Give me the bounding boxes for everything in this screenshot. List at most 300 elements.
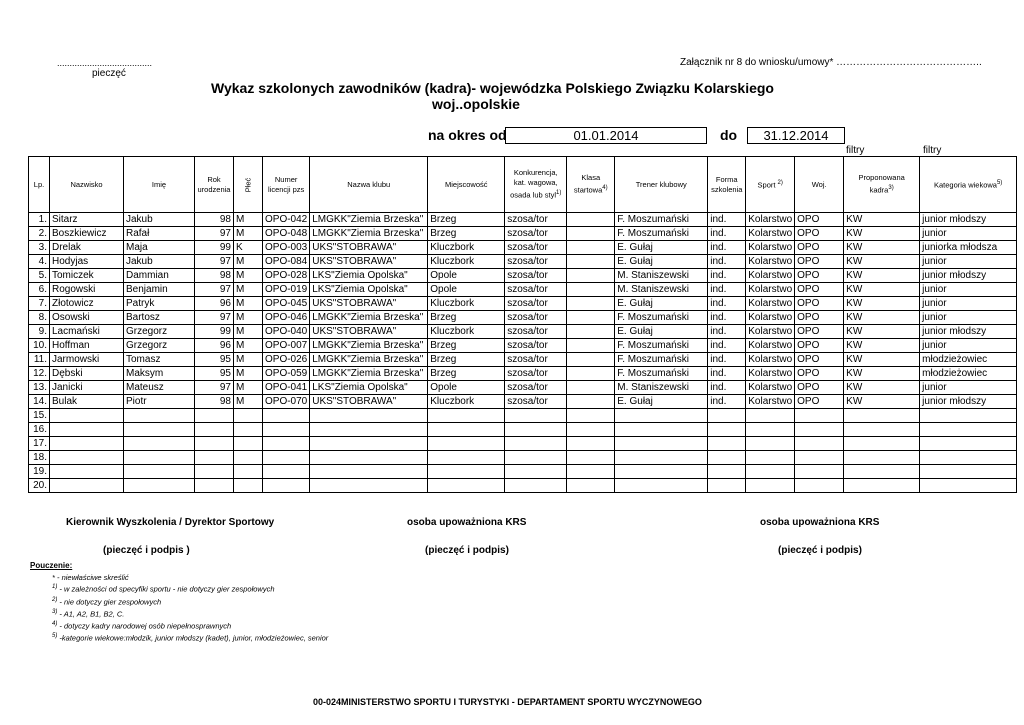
cell-trener <box>615 465 708 479</box>
cell-klub: UKS"STOBRAWA" <box>310 297 428 311</box>
cell-konkurencja: szosa/tor <box>505 353 567 367</box>
cell-miejscowosc: Brzeg <box>428 367 505 381</box>
cell-nazwisko: Hoffman <box>50 339 124 353</box>
col-klasa <box>567 157 615 213</box>
cell-trener: F. Moszumański <box>615 311 708 325</box>
cell-lp: 5. <box>29 269 50 283</box>
stamp-label: pieczęć <box>92 68 126 79</box>
cell-plec: M <box>234 297 263 311</box>
note-2 <box>52 597 161 607</box>
cell-lp: 14. <box>29 395 50 409</box>
note-1-text: - w zależności od specyfiki sportu - nie dotyczy gier zespołowych <box>57 584 275 594</box>
cell-klub: UKS"STOBRAWA" <box>310 255 428 269</box>
cell-imie: Jakub <box>124 255 195 269</box>
cell-woj: OPO <box>795 353 844 367</box>
cell-klub <box>310 423 428 437</box>
cell-trener: E. Gułaj <box>615 255 708 269</box>
cell-miejscowosc: Kluczbork <box>428 255 505 269</box>
cell-klub: LMGKK"Ziemia Brzeska" <box>310 367 428 381</box>
cell-kategoria: junior <box>920 339 1017 353</box>
cell-sport: Kolarstwo <box>746 395 795 409</box>
cell-woj: OPO <box>795 227 844 241</box>
cell-lp: 9. <box>29 325 50 339</box>
cell-klasa <box>567 283 615 297</box>
note-3-text: - A1, A2, B1, B2, C. <box>57 609 125 619</box>
cell-klub: UKS"STOBRAWA" <box>310 325 428 339</box>
cell-kadra: KW <box>844 381 920 395</box>
cell-nazwisko: Złotowicz <box>50 297 124 311</box>
cell-numer: OPO-026 <box>263 353 310 367</box>
cell-klub: LMGKK"Ziemia Brzeska" <box>310 213 428 227</box>
cell-plec: M <box>234 353 263 367</box>
col-plec-label: Płeć <box>243 177 252 192</box>
cell-miejscowosc: Opole <box>428 381 505 395</box>
cell-sport <box>746 479 795 493</box>
to-label: do <box>720 127 738 143</box>
cell-klub: LMGKK"Ziemia Brzeska" <box>310 227 428 241</box>
col-sport-label: Sport <box>757 180 776 190</box>
cell-miejscowosc: Kluczbork <box>428 297 505 311</box>
cell-kadra <box>844 409 920 423</box>
cell-forma: ind. <box>708 395 746 409</box>
cell-nazwisko: Jarmowski <box>50 353 124 367</box>
col-klasa-sup: 4) <box>602 185 608 192</box>
footer-ministry: 00-024MINISTERSTWO SPORTU I TURYSTYKI - DEPARTAMENT SPORTU WYCZYNOWEGO <box>313 697 702 707</box>
filter-label-1: filtry <box>846 145 865 156</box>
cell-woj <box>795 437 844 451</box>
cell-trener: M. Staniszewski <box>615 381 708 395</box>
cell-kategoria: junior <box>920 297 1017 311</box>
cell-kategoria <box>920 479 1017 493</box>
cell-lp: 20. <box>29 479 50 493</box>
cell-trener <box>615 409 708 423</box>
cell-sport: Kolarstwo <box>746 297 795 311</box>
cell-forma: ind. <box>708 367 746 381</box>
cell-rok: 97 <box>195 255 234 269</box>
cell-sport: Kolarstwo <box>746 353 795 367</box>
cell-klasa <box>567 325 615 339</box>
col-miejscowosc: Miejscowość <box>428 157 505 213</box>
cell-forma: ind. <box>708 353 746 367</box>
col-kadra-label: Proponowana kadra <box>858 173 905 195</box>
cell-plec <box>234 423 263 437</box>
cell-woj: OPO <box>795 297 844 311</box>
cell-imie: Tomasz <box>124 353 195 367</box>
col-trener: Trener klubowy <box>615 157 708 213</box>
cell-kadra <box>844 423 920 437</box>
cell-miejscowosc <box>428 465 505 479</box>
cell-sport: Kolarstwo <box>746 339 795 353</box>
cell-trener <box>615 437 708 451</box>
cell-sport: Kolarstwo <box>746 311 795 325</box>
cell-woj: OPO <box>795 325 844 339</box>
cell-kategoria: junior <box>920 255 1017 269</box>
table-row <box>29 409 1017 423</box>
col-konkurencja-sup: 1) <box>556 190 562 197</box>
cell-numer: OPO-046 <box>263 311 310 325</box>
table-row <box>29 367 1017 381</box>
cell-forma: ind. <box>708 269 746 283</box>
cell-lp: 11. <box>29 353 50 367</box>
cell-nazwisko <box>50 409 124 423</box>
cell-rok: 98 <box>195 395 234 409</box>
cell-klasa <box>567 227 615 241</box>
cell-sport: Kolarstwo <box>746 283 795 297</box>
cell-trener: M. Staniszewski <box>615 269 708 283</box>
cell-konkurencja <box>505 479 567 493</box>
page-title: Wykaz szkolonych zawodników (kadra)- wojewódzka Polskiego Związku Kolarskiego <box>211 80 774 96</box>
cell-kadra <box>844 465 920 479</box>
cell-imie <box>124 437 195 451</box>
cell-rok: 97 <box>195 227 234 241</box>
cell-lp: 15. <box>29 409 50 423</box>
cell-klasa <box>567 381 615 395</box>
cell-klasa <box>567 353 615 367</box>
cell-forma <box>708 409 746 423</box>
cell-lp: 6. <box>29 283 50 297</box>
cell-konkurencja <box>505 409 567 423</box>
cell-konkurencja <box>505 465 567 479</box>
cell-woj: OPO <box>795 241 844 255</box>
cell-kadra: KW <box>844 325 920 339</box>
cell-nazwisko: Sitarz <box>50 213 124 227</box>
cell-trener <box>615 423 708 437</box>
col-klasa-label: Klasa startowa <box>573 173 603 195</box>
cell-numer: OPO-003 <box>263 241 310 255</box>
cell-konkurencja: szosa/tor <box>505 227 567 241</box>
cell-klub <box>310 465 428 479</box>
col-forma: Forma szkolenia <box>708 157 746 213</box>
cell-sport <box>746 423 795 437</box>
cell-kategoria: juniorka młodsza <box>920 241 1017 255</box>
cell-kategoria: junior <box>920 311 1017 325</box>
cell-plec: M <box>234 283 263 297</box>
cell-lp: 2. <box>29 227 50 241</box>
cell-klasa <box>567 297 615 311</box>
cell-konkurencja: szosa/tor <box>505 297 567 311</box>
cell-numer: OPO-041 <box>263 381 310 395</box>
note-1-sup: 1) <box>52 584 58 590</box>
col-kategoria <box>920 157 1017 213</box>
cell-sport: Kolarstwo <box>746 325 795 339</box>
date-to-field[interactable]: 31.12.2014 <box>747 127 845 144</box>
table-row <box>29 381 1017 395</box>
cell-klasa <box>567 269 615 283</box>
col-kadra-sup: 3) <box>888 185 894 192</box>
cell-woj: OPO <box>795 311 844 325</box>
cell-rok: 95 <box>195 353 234 367</box>
cell-klasa <box>567 311 615 325</box>
col-kategoria-sup: 5) <box>996 180 1003 187</box>
cell-miejscowosc: Opole <box>428 283 505 297</box>
note-4-sup: 4) <box>52 621 58 627</box>
cell-klasa <box>567 255 615 269</box>
cell-plec <box>234 465 263 479</box>
table-row <box>29 255 1017 269</box>
cell-forma: ind. <box>708 297 746 311</box>
cell-konkurencja: szosa/tor <box>505 255 567 269</box>
col-nazwisko: Nazwisko <box>50 157 124 213</box>
cell-miejscowosc <box>428 409 505 423</box>
cell-kategoria: junior młodszy <box>920 395 1017 409</box>
cell-nazwisko: Drelak <box>50 241 124 255</box>
cell-kadra: KW <box>844 255 920 269</box>
cell-plec: M <box>234 213 263 227</box>
cell-imie: Jakub <box>124 213 195 227</box>
cell-trener: E. Gułaj <box>615 241 708 255</box>
cell-woj: OPO <box>795 213 844 227</box>
table-row <box>29 465 1017 479</box>
cell-rok: 97 <box>195 311 234 325</box>
cell-woj: OPO <box>795 367 844 381</box>
cell-kategoria <box>920 437 1017 451</box>
cell-konkurencja: szosa/tor <box>505 213 567 227</box>
cell-forma: ind. <box>708 241 746 255</box>
cell-forma: ind. <box>708 255 746 269</box>
cell-klasa <box>567 409 615 423</box>
cell-rok: 98 <box>195 269 234 283</box>
cell-sport: Kolarstwo <box>746 227 795 241</box>
cell-trener: F. Moszumański <box>615 367 708 381</box>
cell-woj <box>795 409 844 423</box>
cell-konkurencja: szosa/tor <box>505 241 567 255</box>
cell-konkurencja: szosa/tor <box>505 381 567 395</box>
note-4 <box>52 621 231 631</box>
cell-lp: 8. <box>29 311 50 325</box>
cell-klasa <box>567 437 615 451</box>
cell-konkurencja: szosa/tor <box>505 269 567 283</box>
cell-sport: Kolarstwo <box>746 381 795 395</box>
note-4-text: - dotyczy kadry narodowej osób niepełnosprawnych <box>57 621 232 631</box>
cell-forma <box>708 479 746 493</box>
cell-lp: 7. <box>29 297 50 311</box>
cell-sport: Kolarstwo <box>746 213 795 227</box>
cell-plec <box>234 479 263 493</box>
cell-miejscowosc: Brzeg <box>428 353 505 367</box>
cell-lp: 16. <box>29 423 50 437</box>
cell-numer: OPO-048 <box>263 227 310 241</box>
cell-lp: 13. <box>29 381 50 395</box>
table-row <box>29 479 1017 493</box>
cell-forma: ind. <box>708 381 746 395</box>
cell-imie: Rafał <box>124 227 195 241</box>
note-5-text: -kategorie wiekowe:młodzik, junior młodszy (kadet), junior, młodzieżowiec, senior <box>57 633 329 643</box>
signature-mid-sub: (pieczęć i podpis) <box>425 545 509 556</box>
stamp-dots: ...................................... <box>57 58 153 68</box>
cell-lp: 18. <box>29 451 50 465</box>
cell-kadra: KW <box>844 283 920 297</box>
filter-label-2: filtry <box>923 145 942 156</box>
cell-miejscowosc: Brzeg <box>428 213 505 227</box>
page-subtitle: woj..opolskie <box>432 96 520 112</box>
cell-numer <box>263 423 310 437</box>
cell-rok: 95 <box>195 367 234 381</box>
cell-nazwisko <box>50 423 124 437</box>
note-0: * - niewłaściwe skreślić <box>52 573 129 582</box>
cell-miejscowosc: Brzeg <box>428 339 505 353</box>
cell-miejscowosc: Opole <box>428 269 505 283</box>
cell-rok: 97 <box>195 283 234 297</box>
cell-trener: F. Moszumański <box>615 227 708 241</box>
cell-plec: M <box>234 395 263 409</box>
table-row <box>29 213 1017 227</box>
cell-kadra <box>844 437 920 451</box>
cell-rok <box>195 437 234 451</box>
cell-kadra <box>844 451 920 465</box>
cell-klub <box>310 437 428 451</box>
cell-rok: 99 <box>195 325 234 339</box>
cell-klasa <box>567 395 615 409</box>
col-kategoria-label: Kategoria wiekowa <box>934 180 997 190</box>
cell-klasa <box>567 241 615 255</box>
cell-woj <box>795 423 844 437</box>
table-row <box>29 423 1017 437</box>
cell-imie <box>124 479 195 493</box>
cell-rok: 96 <box>195 297 234 311</box>
cell-konkurencja <box>505 423 567 437</box>
cell-konkurencja <box>505 437 567 451</box>
cell-klub: LKS"Ziemia Opolska" <box>310 283 428 297</box>
cell-klub: UKS"STOBRAWA" <box>310 395 428 409</box>
cell-rok <box>195 465 234 479</box>
cell-imie <box>124 409 195 423</box>
note-5-sup: 5) <box>52 633 58 639</box>
cell-miejscowosc: Kluczbork <box>428 241 505 255</box>
cell-klub: LKS"Ziemia Opolska" <box>310 381 428 395</box>
cell-kategoria <box>920 451 1017 465</box>
col-plec <box>234 157 263 213</box>
table-row <box>29 227 1017 241</box>
cell-kategoria: młodzieżowiec <box>920 353 1017 367</box>
cell-kategoria <box>920 465 1017 479</box>
cell-konkurencja: szosa/tor <box>505 395 567 409</box>
cell-numer <box>263 451 310 465</box>
cell-rok <box>195 409 234 423</box>
col-woj: Woj. <box>795 157 844 213</box>
cell-nazwisko: Janicki <box>50 381 124 395</box>
attachment-note: Załącznik nr 8 do wniosku/umowy* …………………………………….. <box>680 57 982 68</box>
signature-right-title: osoba upoważniona KRS <box>760 517 880 528</box>
cell-sport <box>746 465 795 479</box>
cell-woj: OPO <box>795 339 844 353</box>
cell-kategoria: młodzieżowiec <box>920 367 1017 381</box>
cell-imie <box>124 423 195 437</box>
cell-plec: M <box>234 311 263 325</box>
cell-kadra: KW <box>844 227 920 241</box>
cell-rok <box>195 423 234 437</box>
cell-klub: LMGKK"Ziemia Brzeska" <box>310 311 428 325</box>
cell-numer <box>263 479 310 493</box>
cell-trener: F. Moszumański <box>615 339 708 353</box>
cell-forma: ind. <box>708 227 746 241</box>
cell-imie: Bartosz <box>124 311 195 325</box>
cell-forma: ind. <box>708 283 746 297</box>
cell-konkurencja: szosa/tor <box>505 325 567 339</box>
note-3 <box>52 609 124 619</box>
cell-miejscowosc <box>428 437 505 451</box>
cell-nazwisko: Rogowski <box>50 283 124 297</box>
note-2-text: - nie dotyczy gier zespołowych <box>57 597 162 607</box>
cell-forma <box>708 465 746 479</box>
cell-woj: OPO <box>795 283 844 297</box>
cell-miejscowosc <box>428 479 505 493</box>
cell-klasa <box>567 367 615 381</box>
col-numer: Numer licencji pzs <box>263 157 310 213</box>
cell-miejscowosc <box>428 423 505 437</box>
signature-right-sub: (pieczęć i podpis) <box>778 545 862 556</box>
cell-klasa <box>567 423 615 437</box>
cell-kadra: KW <box>844 269 920 283</box>
table-row <box>29 339 1017 353</box>
signature-mid-title: osoba upoważniona KRS <box>407 517 527 528</box>
cell-kategoria: junior młodszy <box>920 269 1017 283</box>
cell-nazwisko: Hodyjas <box>50 255 124 269</box>
cell-numer: OPO-059 <box>263 367 310 381</box>
cell-nazwisko <box>50 465 124 479</box>
cell-numer: OPO-042 <box>263 213 310 227</box>
cell-rok: 98 <box>195 213 234 227</box>
date-from-field[interactable]: 01.01.2014 <box>505 127 707 144</box>
cell-klub <box>310 409 428 423</box>
cell-sport <box>746 437 795 451</box>
cell-kadra: KW <box>844 339 920 353</box>
cell-rok: 96 <box>195 339 234 353</box>
cell-plec: M <box>234 227 263 241</box>
cell-kadra: KW <box>844 367 920 381</box>
cell-klub: LKS"Ziemia Opolska" <box>310 269 428 283</box>
cell-imie <box>124 465 195 479</box>
col-sport <box>746 157 795 213</box>
cell-plec <box>234 451 263 465</box>
cell-rok: 97 <box>195 381 234 395</box>
table-row <box>29 395 1017 409</box>
cell-kategoria: junior <box>920 283 1017 297</box>
cell-imie: Grzegorz <box>124 325 195 339</box>
note-5 <box>52 633 328 643</box>
table-row <box>29 437 1017 451</box>
cell-kategoria: junior młodszy <box>920 213 1017 227</box>
cell-nazwisko <box>50 437 124 451</box>
cell-woj <box>795 465 844 479</box>
cell-lp: 1. <box>29 213 50 227</box>
cell-trener: F. Moszumański <box>615 353 708 367</box>
cell-kategoria <box>920 409 1017 423</box>
period-label: na okres od <box>428 127 507 143</box>
cell-plec: M <box>234 325 263 339</box>
cell-rok: 99 <box>195 241 234 255</box>
cell-woj: OPO <box>795 255 844 269</box>
cell-plec <box>234 409 263 423</box>
cell-numer: OPO-019 <box>263 283 310 297</box>
cell-trener: E. Gułaj <box>615 297 708 311</box>
cell-woj: OPO <box>795 395 844 409</box>
cell-miejscowosc: Brzeg <box>428 311 505 325</box>
cell-trener: M. Staniszewski <box>615 283 708 297</box>
cell-plec <box>234 437 263 451</box>
cell-imie: Mateusz <box>124 381 195 395</box>
cell-numer <box>263 465 310 479</box>
cell-forma: ind. <box>708 213 746 227</box>
cell-plec: M <box>234 269 263 283</box>
cell-klasa <box>567 339 615 353</box>
cell-miejscowosc <box>428 451 505 465</box>
athletes-table <box>28 156 1017 493</box>
table-row <box>29 241 1017 255</box>
cell-imie: Maja <box>124 241 195 255</box>
cell-nazwisko: Lacmański <box>50 325 124 339</box>
cell-kadra: KW <box>844 241 920 255</box>
col-konkurencja <box>505 157 567 213</box>
